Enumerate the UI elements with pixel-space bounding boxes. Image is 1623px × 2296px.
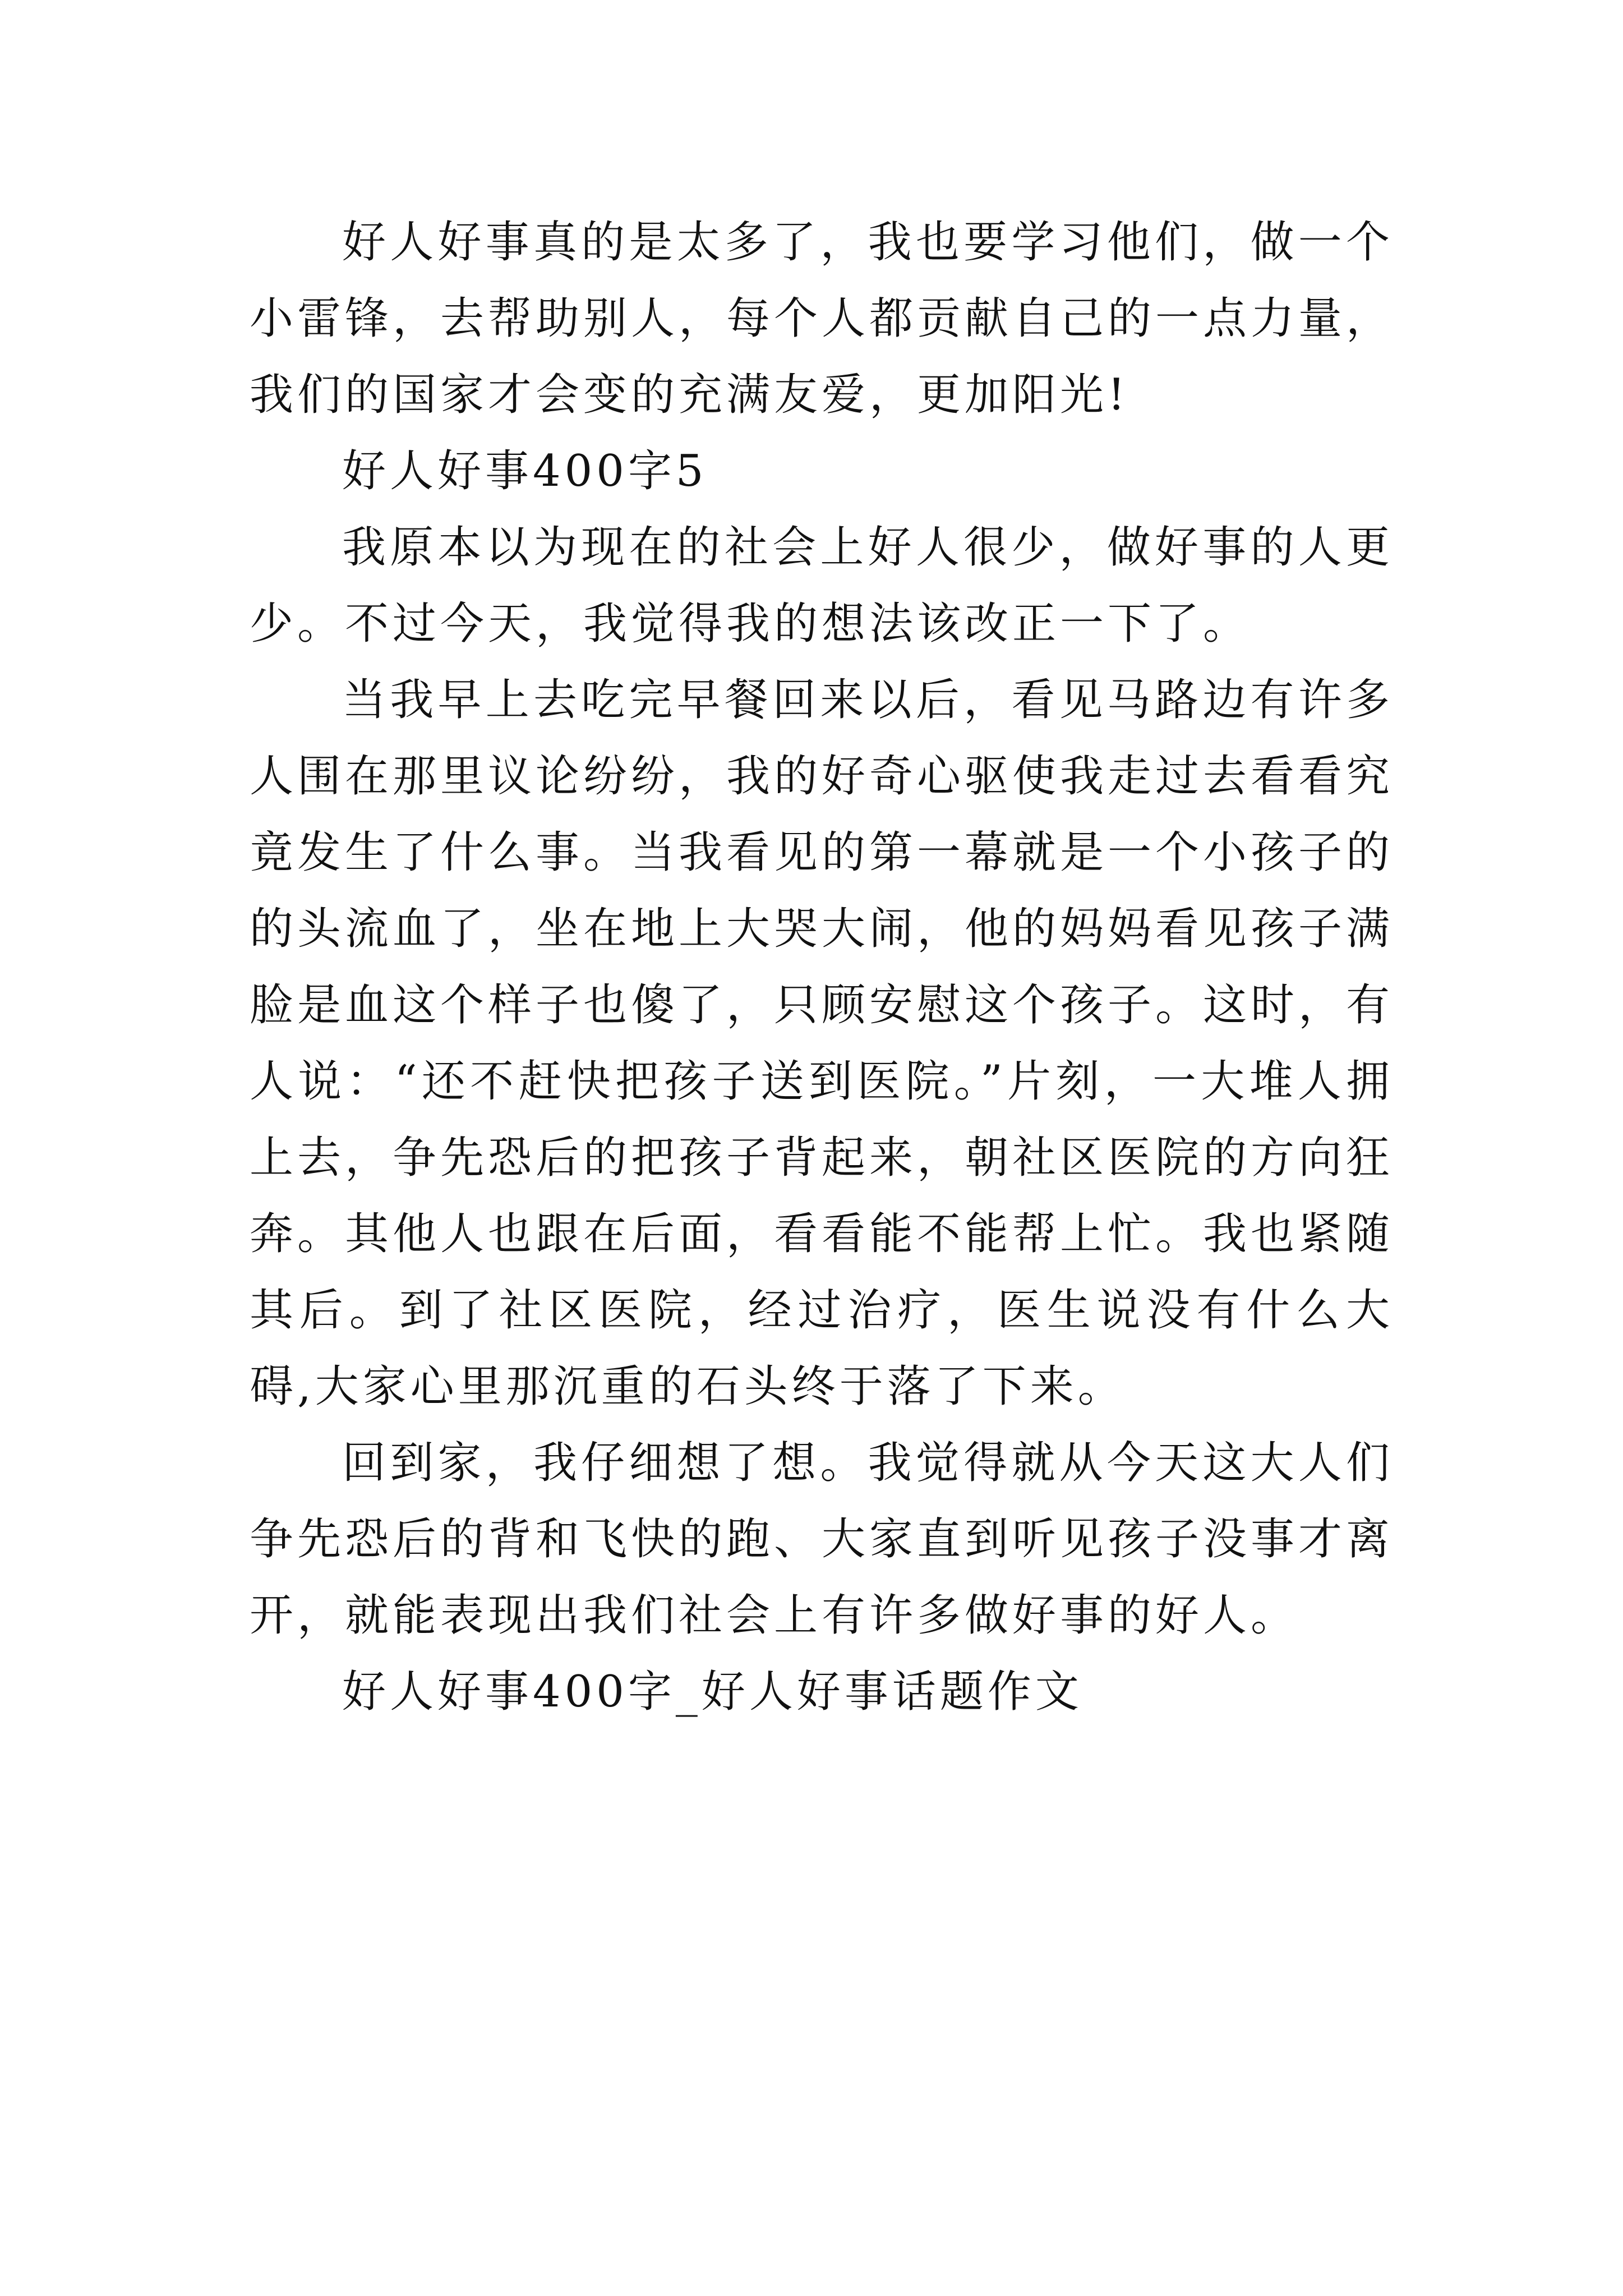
- section-heading: 好人好事400字_好人好事话题作文: [342, 1667, 1083, 1717]
- document-body: [250, 204, 1394, 1730]
- section-heading: 好人好事400字5: [342, 446, 708, 496]
- paragraph: 好人好事真的是太多了，我也要学习他们，做一个小雷锋，去帮助别人，每个人都贡献自己的一点力量，我们的国家才会变的充满友爱，更加阳光!: [250, 217, 1394, 420]
- paragraph: 当我早上去吃完早餐回来以后，看见马路边有许多人围在那里议论纷纷，我的好奇心驱使我走过去看看究竟发生了什么事。当我看见的第一幕就是一个小孩子的的头流血了，坐在地上大哭大闹，他的妈妈看见孩子满脸是血这个样子也傻了，只顾安慰这个孩子。这时，有人说：“还不赶快把孩子送到医院。”片刻，一大堆人拥上去，争先恐后的把孩子背起来，朝社区医院的方向狂奔。其他人也跟在后面，看看能不能帮上忙。我也紧随其后。到了社区医院，经过治疗，医生说没有什么大碍,大家心里那沉重的石头终于落了下来。: [250, 675, 1394, 1412]
- paragraph: 回到家，我仔细想了想。我觉得就从今天这大人们争先恐后的背和飞快的跑、大家直到听见孩子没事才离开，就能表现出我们社会上有许多做好事的好人。: [250, 1438, 1394, 1641]
- paragraph: 我原本以为现在的社会上好人很少，做好事的人更少。不过今天，我觉得我的想法该改正一下了。: [250, 522, 1394, 649]
